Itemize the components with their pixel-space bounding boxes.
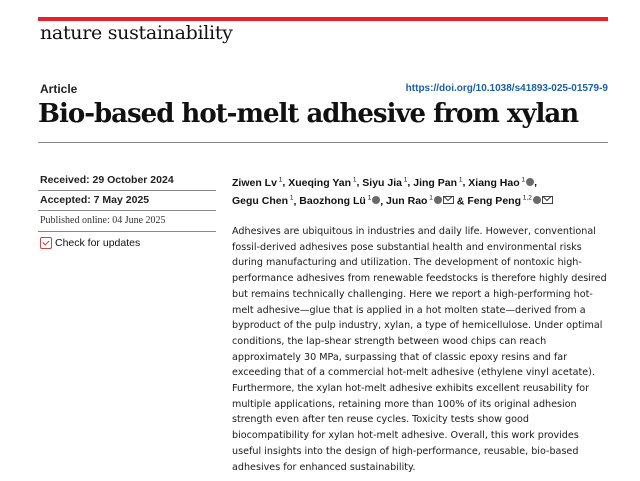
author-affiliation: 1 (427, 194, 433, 202)
published-date: Published online: 04 June 2025 (40, 215, 166, 226)
author-name: Xueqing Yan (288, 176, 352, 189)
author-item[interactable] (232, 177, 282, 189)
author-affiliation: 1 (457, 176, 463, 183)
author-affiliation: 1 (365, 194, 372, 202)
author-item[interactable] (467, 195, 553, 207)
author-affiliation: 1,2 (520, 194, 532, 202)
author-name: Siyu Jia (362, 176, 402, 189)
orcid-icon[interactable] (372, 196, 380, 204)
author-name: Ziwen Lv (232, 176, 277, 189)
author-affiliation: 1 (402, 176, 408, 183)
author-name: Baozhong Lü (299, 195, 366, 207)
author-affiliation: 1 (288, 194, 294, 202)
author-name: Jun Rao (386, 195, 428, 207)
check-updates-icon (40, 237, 52, 249)
author-item[interactable] (299, 195, 380, 207)
author-item[interactable] (288, 177, 356, 189)
author-affiliation: 1 (519, 176, 526, 183)
orcid-icon[interactable] (434, 196, 442, 204)
date-divider-3 (38, 231, 216, 232)
author-name: Jing Pan (413, 176, 458, 189)
doi-link[interactable]: https://doi.org/10.1038/s41893-025-01579-9 (405, 83, 608, 94)
email-icon[interactable] (443, 196, 454, 204)
article-title: Bio-based hot-melt adhesive from xylan (38, 99, 579, 129)
author-item[interactable] (468, 177, 534, 189)
orcid-icon[interactable] (526, 178, 534, 186)
title-divider (38, 142, 608, 143)
email-icon[interactable] (542, 196, 553, 204)
date-divider-2 (38, 210, 216, 211)
received-date: Received: 29 October 2024 (40, 174, 174, 186)
author-name: Feng Peng (467, 195, 521, 207)
author-list: Ziwen Lv $^1$, Xueqing Yan $^1$, Siyu Jia $^1$, Jing Pan $^1$, Xiang Hao $^1$ , Gegu Chen $^1$, Baozhong Lü $^1$ , Jun Rao $^1$ & Feng Peng $^{1,2}$ (232, 172, 602, 209)
check-for-updates-button[interactable] (40, 237, 140, 249)
author-name: Gegu Chen (232, 195, 289, 207)
author-item[interactable] (386, 195, 454, 207)
abstract-text: Adhesives are ubiquitous in industries and daily life. However, conventional fossil-derived adhesives pose substantial health and environmental risks during manufacturing and utilization. The development of nontoxic high-performance adhesives from renewable feedstocks is therefore highly desired but remains technically challenging. Here we report a high-performing hot-melt adhesive—glue that is applied in a hot molten state—derived from a byproduct of the pulp industry, xylan, a type of hemicellulose. Under optimal conditions, the lap-shear strength between wood chips can reach approximately 30 MPa, surpassing that of classic epoxy resins and far exceeding that of a commercial hot-melt adhesive (ethylene vinyl acetate). Furthermore, the xylan hot-melt adhesive exhibits excellent reusability for multiple applications, retaining more than 100% of its original adhesion strength even after ten reuse cycles. Toxicity tests show good biocompatibility for xylan hot-melt adhesive. Overall, this work provides useful insights into the design of high-performance, reusable, bio-based adhesives for enhanced sustainability. (232, 226, 607, 473)
author-affiliation: 1 (351, 176, 357, 183)
author-item[interactable] (232, 195, 293, 207)
author-item[interactable] (362, 177, 407, 189)
check-updates-label: Check for updates (55, 237, 141, 249)
journal-accent-bar (38, 17, 608, 21)
author-name: Xiang Hao (468, 176, 520, 189)
orcid-icon[interactable] (533, 196, 541, 204)
date-divider-1 (38, 190, 216, 191)
author-item[interactable] (413, 177, 462, 189)
article-type-label: Article (40, 82, 78, 96)
author-affiliation: 1 (276, 176, 283, 183)
accepted-date: Accepted: 7 May 2025 (40, 194, 150, 206)
journal-name: nature sustainability (40, 22, 233, 44)
